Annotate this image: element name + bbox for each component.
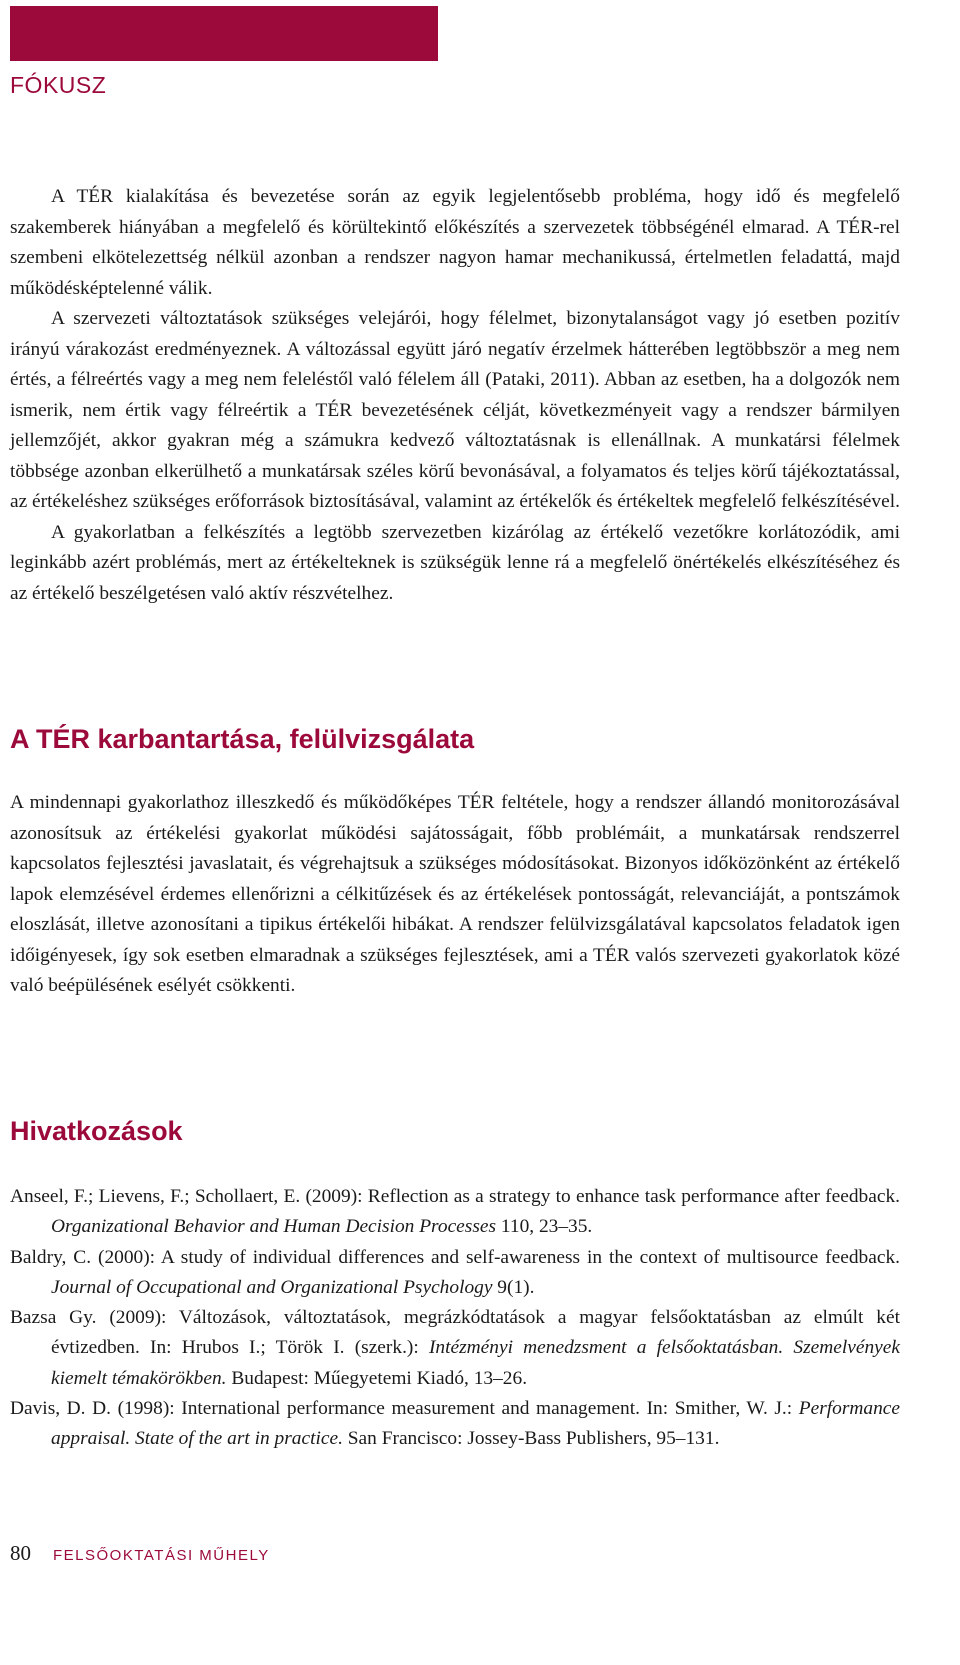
reference-item <box>10 1394 900 1455</box>
reference-item <box>10 1243 900 1304</box>
reference-text: Davis, D. D. (1998): International performance measurement and management. In: Smither, W. J.: <box>10 1398 799 1420</box>
references-heading: Hivatkozások <box>10 1116 183 1146</box>
intro-section <box>10 182 900 609</box>
reference-text: Baldry, C. (2000): A study of individual differences and self-awareness in the context of multisource feedback. <box>10 1246 900 1268</box>
reference-item <box>10 1303 900 1394</box>
journal-name: FELSŐOKTATÁSI MŰHELY <box>53 1547 270 1564</box>
page-number: 80 <box>10 1541 31 1565</box>
intro-paragraph-3: A gyakorlatban a felkészítés a legtöbb szervezetben kizárólag az értékelő vezetőkre korlátozódik, ami leginkább azért problémás, mert az értékelteknek is szükségük lenne rá a megfelelő önértékelés elkészítéséhez és az értékelő beszélgetésen való aktív részvételhez. <box>10 521 900 604</box>
reference-source-title: Performance appraisal. State of the art in practice. <box>51 1398 900 1450</box>
header-color-bar <box>10 6 438 61</box>
reference-source-title: Journal of Occupational and Organizational Psychology <box>51 1276 493 1298</box>
reference-text: Anseel, F.; Lievens, F.; Schollaert, E. (2009): Reflection as a strategy to enhance task performance after feedback. <box>10 1186 900 1207</box>
page-footer <box>10 1541 270 1566</box>
reference-source-title: Organizational Behavior and Human Decision Processes <box>51 1216 497 1238</box>
references-list <box>10 1182 900 1455</box>
maintenance-paragraph: A mindennapi gyakorlathoz illeszkedő és működőképes TÉR feltétele, hogy a rendszer állandó monitorozásával azonosítsuk az értékelési gyakorlat működési sajátosságait, főbb problémáit, a munkatársak rendszerrel kapcsolatos fejlesztési javaslatait, és végrehajtsuk a szükséges módosításokat. Bizonyos időközönként az értékelő lapok elemzésével érdemes ellenőrizni a célkitűzések és az értékelések pontosságát, relevanciáját, a pontszámok eloszlását, illetve azonosítani a tipikus értékelői hibákat. A rendszer felülvizsgálatával kapcsolatos feladatok igen időigényesek, így sok esetben elmaradnak a szükséges fejlesztések, ami a TÉR valós szervezeti gyakorlatok közé való beépülésének esélyét csökkenti. <box>10 792 900 996</box>
intro-paragraph-2: A szervezeti változtatások szükséges velejárói, hogy félelmet, bizonytalanságot vagy jó esetben pozitív irányú várakozást eredményeznek. A változással együtt járó negatív érzelmek hátterében legtöbbször a meg nem értés, a félreértés vagy a meg nem feleléstől való félelem áll (Pataki, 2011). Abban az esetben, ha a dolgozók nem ismerik, nem értik vagy félreértik a TÉR bevezetésének célját, következményeit vagy a rendszer bármilyen jellemzőjét, akkor gyakran még a számukra kedvező változtatásnak is ellenállnak. A munkatársi félelmek többsége azonban elkerülhető a munkatársak széles körű bevonásával, a folyamatos és teljes körű tájékoztatással, az értékeléshez szükséges erőforrások biztosításával, valamint az értékelők és értékeltek megfelelő felkészítésével. <box>10 308 900 512</box>
maintenance-section <box>10 788 900 1002</box>
reference-item <box>10 1182 900 1243</box>
section-label: FÓKUSZ <box>10 72 107 98</box>
reference-details: 110, 23–35. <box>496 1216 593 1238</box>
reference-text: Bazsa Gy. (2009): Változások, változtatások, megrázkódtatások a magyar felsőoktatásban az elmúlt két évtizedben. In: Hrubos I.; Török I. (szerk.): <box>10 1307 900 1359</box>
reference-details: 9(1). <box>492 1276 535 1298</box>
intro-paragraph-1: A TÉR kialakítása és bevezetése során az egyik legjelentősebb probléma, hogy idő és megfelelő szakemberek hiányában a megfelelő és körültekintő előkészítés a szervezetek többségénél elmarad. A TÉR-rel szembeni elkötelezettség nélkül azonban a rendszer nagyon hamar mechanikussá, értelmetlen feladattá, majd működésképtelenné válik. <box>10 186 900 299</box>
reference-source-title: Intézményi menedzsment a felsőoktatásban. Szemelvények kiemelt témakörökben. <box>51 1337 900 1389</box>
reference-details: Budapest: Műegyetemi Kiadó, 13–26. <box>226 1367 528 1389</box>
maintenance-heading: A TÉR karbantartása, felülvizsgálata <box>10 724 475 754</box>
reference-details: San Francisco: Jossey-Bass Publishers, 95–131. <box>342 1428 720 1450</box>
